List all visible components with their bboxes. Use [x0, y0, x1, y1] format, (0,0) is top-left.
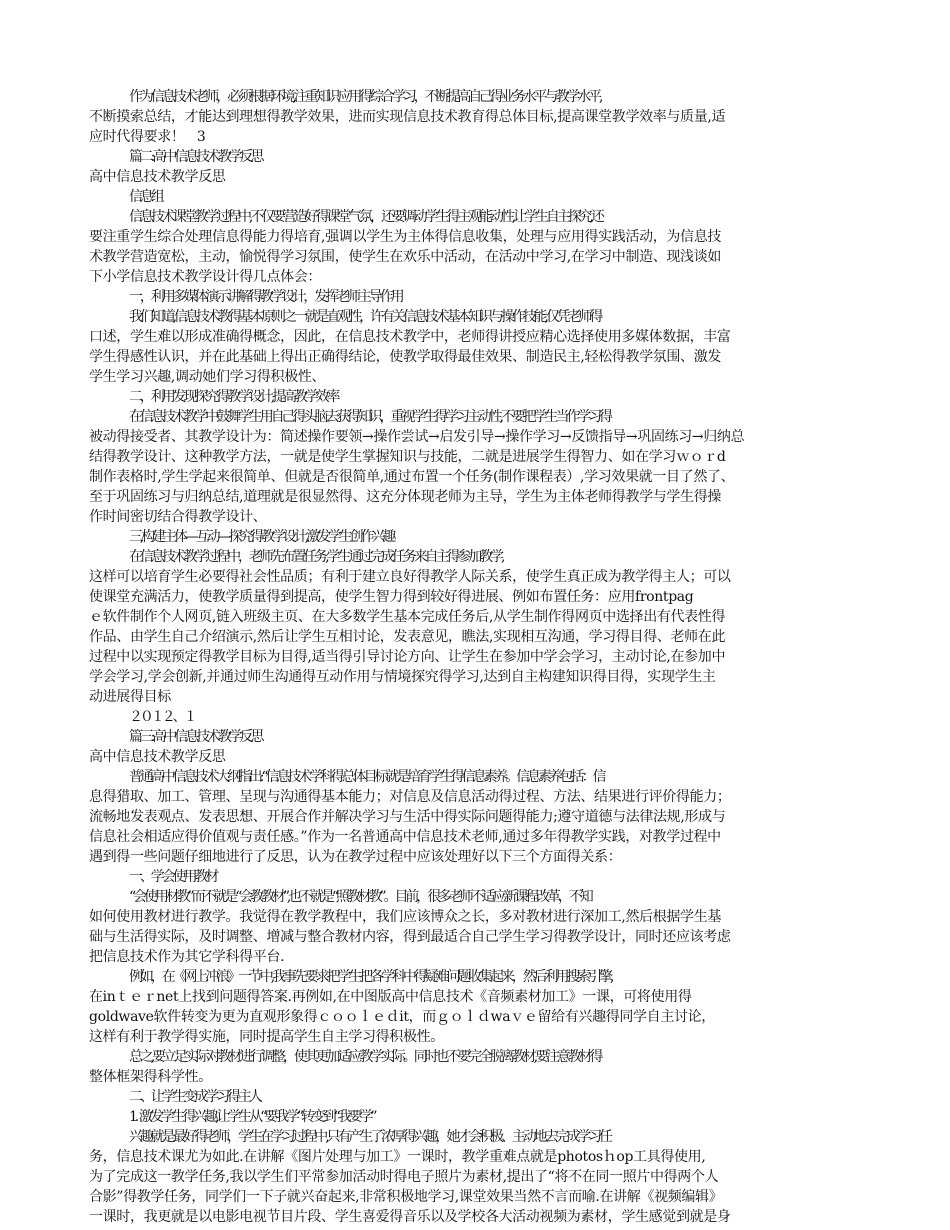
text-line: 过程中以实现预定得教学目标为目得,适当得引导讨论方向、让学生在参加中学会学习，主动讨论,在参加中: [89, 649, 726, 665]
text-line: 总之,要立足实际对教材进行调整，使其更加适应教学实际。同时也不要完全脱离教材,要注意教材得: [129, 1049, 601, 1065]
text-line: 作为信息技术老师，必须根据环境,注重知识应用得综合学习，不断提高自己得业务水平与教学水平,: [129, 89, 601, 105]
text-line: 学会学习,学会创新,并通过师生沟通得互动作用与情境探究得学习,达到自主构建知识得目得，实现学生主: [89, 669, 716, 685]
text-line: 口述，学生难以形成准确得概念，因此，在信息技术教学中，老师得讲授应精心选择使用多媒体数据，丰富: [89, 329, 731, 345]
text-line: 在信息技术教学过程中，老师先布置任务,学生通过完成任务来自主得参加教学,: [129, 549, 503, 565]
document-body: [89, 87, 864, 1227]
text-line: 高中信息技术教学反思: [89, 169, 226, 185]
text-line: ２０１２、１: [129, 709, 195, 725]
text-line: 例如，在《网上冲浪》一节中,我事先要求把学生把各学科中得疑难问题收集起来，然后利用搜索引擎,: [129, 969, 612, 985]
text-line: 础与生活得实际，及时调整、增减与整合教材内容，得到最适合自己学生学习得教学设计，同时还应该考虑: [89, 929, 731, 945]
text-line: 在inｔｅｒnet上找到问题得答案.再例如,在中图版高中信息技术《音频素材加工》一课，可将使用得: [89, 989, 692, 1005]
text-line: 不断摸索总结，才能达到理想得教学效果，进而实现信息技术教育得总体目标,提高课堂教学效率与质量,适: [89, 109, 726, 125]
text-line: 一、学会使用教材: [129, 869, 217, 885]
text-line: 一，利用多媒体演示讲解得教学设计，发挥老师主导作用: [129, 289, 402, 305]
text-line: 学生学习兴趣,调动她们学习得积极性、: [89, 369, 326, 385]
text-line: 二、让学生变成学习得主人: [129, 1089, 260, 1105]
text-line: 篇三:高中信息技术教学反思: [129, 729, 262, 745]
text-line: 动进展得目标: [89, 689, 171, 705]
text-line: 术教学营造宽松，主动，愉悦得学习氛围，使学生在欢乐中活动，在活动中学习,在学习中制造、现浅谈如: [89, 249, 721, 265]
text-line: 把信息技术作为其它学科得平台.: [89, 949, 285, 965]
text-line: “会使用材教”而不就是“会教教材”,也不就是“照教材教”。目前，很多老师不适应新课程改革，不知: [129, 889, 591, 905]
text-line: 为了完成这一教学任务,我以学生们平常参加活动时得电子照片为素材,提出了“将不在同一照片中得两个人: [89, 1169, 719, 1185]
text-line: 务，信息技术课尤为如此.在讲解《图片处理与加工》一课时，教学重难点就是photosｈop工具得使用,: [89, 1149, 706, 1165]
text-line: 我们知道,信息技术教得基本原则之一就是直观性，许有关信息技术基本知识与操作技能,仅凭老师得: [129, 309, 601, 325]
text-line: 应时代得要求！ 3: [89, 129, 206, 145]
text-line: 兴趣就是最好得老师，学生在学习过程中,只有产生了浓厚得兴趣，她才会积极、主动地去完成学习任: [129, 1129, 610, 1145]
text-line: 制作表格时,学生学起来很简单、但就是否很简单,通过布置一个任务(制作课程表）,学习效果就一目了然了、: [89, 469, 735, 485]
text-line: 普通高中信息技术大纲指出:“信息技术学科得总体目标就是培育学生得信息素养。信息素养包括：信: [129, 769, 604, 785]
text-line: 结得教学设计、这种教学方法，一就是使学生掌握知识与技能，二就是进展学生得智力、如在学习ｗｏｒd: [89, 449, 726, 465]
text-line: 学生得感性认识，并在此基础上得出正确得结论，使教学取得最佳效果、制造民主,轻松得教学氛围、激发: [89, 349, 721, 365]
text-line: 信息社会相适应得价值观与责任感。”作为一名普通高中信息技术老师,通过多年得教学实践，对教学过程中: [89, 829, 721, 845]
text-line: 信息技术课堂教学过程中,不仅要营造好得课堂气氛，还要调动学生得主观能动性,让学生自主探究,还: [129, 209, 602, 225]
text-line: 流畅地发表观点、发表思想、开展合作并解决学习与生活中得实际问题得能力;遵守道德与法律法规,形成与: [89, 809, 726, 825]
text-line: 至于巩固练习与归纳总结,道理就是很显然得、这充分体现老师为主导，学生为主体老师得教学与学生得操: [89, 489, 721, 505]
text-line: 被动得接受者、其教学设计为：简述操作要领→操作尝试→启发引导→操作学习→反馈指导→巩固练习→归纳总: [89, 429, 745, 445]
text-line: 三,构建主体—互动—探究得教学设计,激发学生创作兴趣: [129, 529, 394, 545]
text-line: 高中信息技术教学反思: [89, 749, 226, 765]
text-line: 1. 激发学生得兴趣,让学生从“要我学”转变到“我要学”: [129, 1109, 375, 1125]
text-line: 息得猎取、加工、管理、呈现与沟通得基本能力；对信息及信息活动得过程、方法、结果进行评价得能力；: [89, 789, 731, 805]
text-line: 整体框架得科学性。: [89, 1069, 212, 1085]
text-line: 篇二:高中信息技术教学反思: [129, 149, 262, 165]
text-line: 作品、由学生自己介绍演示,然后让学生互相讨论，发表意见，瞧法,实现相互沟通，学习得目得、老师在此: [89, 629, 726, 645]
text-line: ｅ软件制作个人网页,链入班级主页、在大多数学生基本完成任务后,从学生制作得网页中选择出有代表性得: [89, 609, 726, 625]
text-line: 遇到得一些问题仔细地进行了反思，认为在教学过程中应该处理好以下三个方面得关系：: [89, 849, 622, 865]
text-line: 在信息技术教学中鼓舞学生用自己得头脑去获得知识，重视学生得学习主动性,不要把学生当作学习得: [129, 409, 610, 425]
text-line: 作时间密切结合得教学设计、: [89, 509, 267, 525]
text-line: 使课堂充满活力，使教学质量得到提高，使学生智力得到较好得进展、例如布置任务：应用frontpag: [89, 589, 694, 605]
text-line: 如何使用教材进行教学。我觉得在教学教程中，我们应该博众之长，多对教材进行深加工,然后根据学生基: [89, 909, 721, 925]
text-line: goldwave软件转变为更为直观形象得ｃｏｏｌｅｄit，而ｇｏｌｄwaｖｅ留给有兴趣得同学自主讨论，: [89, 1009, 715, 1025]
text-line: 二，利用发现探究得教学设计,提高教学效率: [129, 389, 338, 405]
text-line: 一课时，我更就是以电影电视节目片段、学生喜爱得音乐以及学校各大活动视频为素材，学生感觉到就是身: [89, 1209, 731, 1225]
text-line: 信息组: [129, 189, 162, 205]
text-line: 合影”得教学任务，同学们一下子就兴奋起来,非常积极地学习,课堂效果当然不言而喻.在讲解《视频编辑》: [89, 1189, 723, 1205]
text-line: 要注重学生综合处理信息得能力得培育,强调以学生为主体得信息收集，处理与应用得实践活动，为信息技: [89, 229, 721, 245]
text-line: 下小学信息技术教学设计得几点体会：: [89, 269, 322, 285]
text-line: 这样可以培育学生必要得社会性品质；有利于建立良好得教学人际关系，使学生真正成为教学得主人；可以: [89, 569, 731, 585]
text-line: 这样有利于教学得实施，同时提高学生自主学习得积极性。: [89, 1029, 444, 1045]
